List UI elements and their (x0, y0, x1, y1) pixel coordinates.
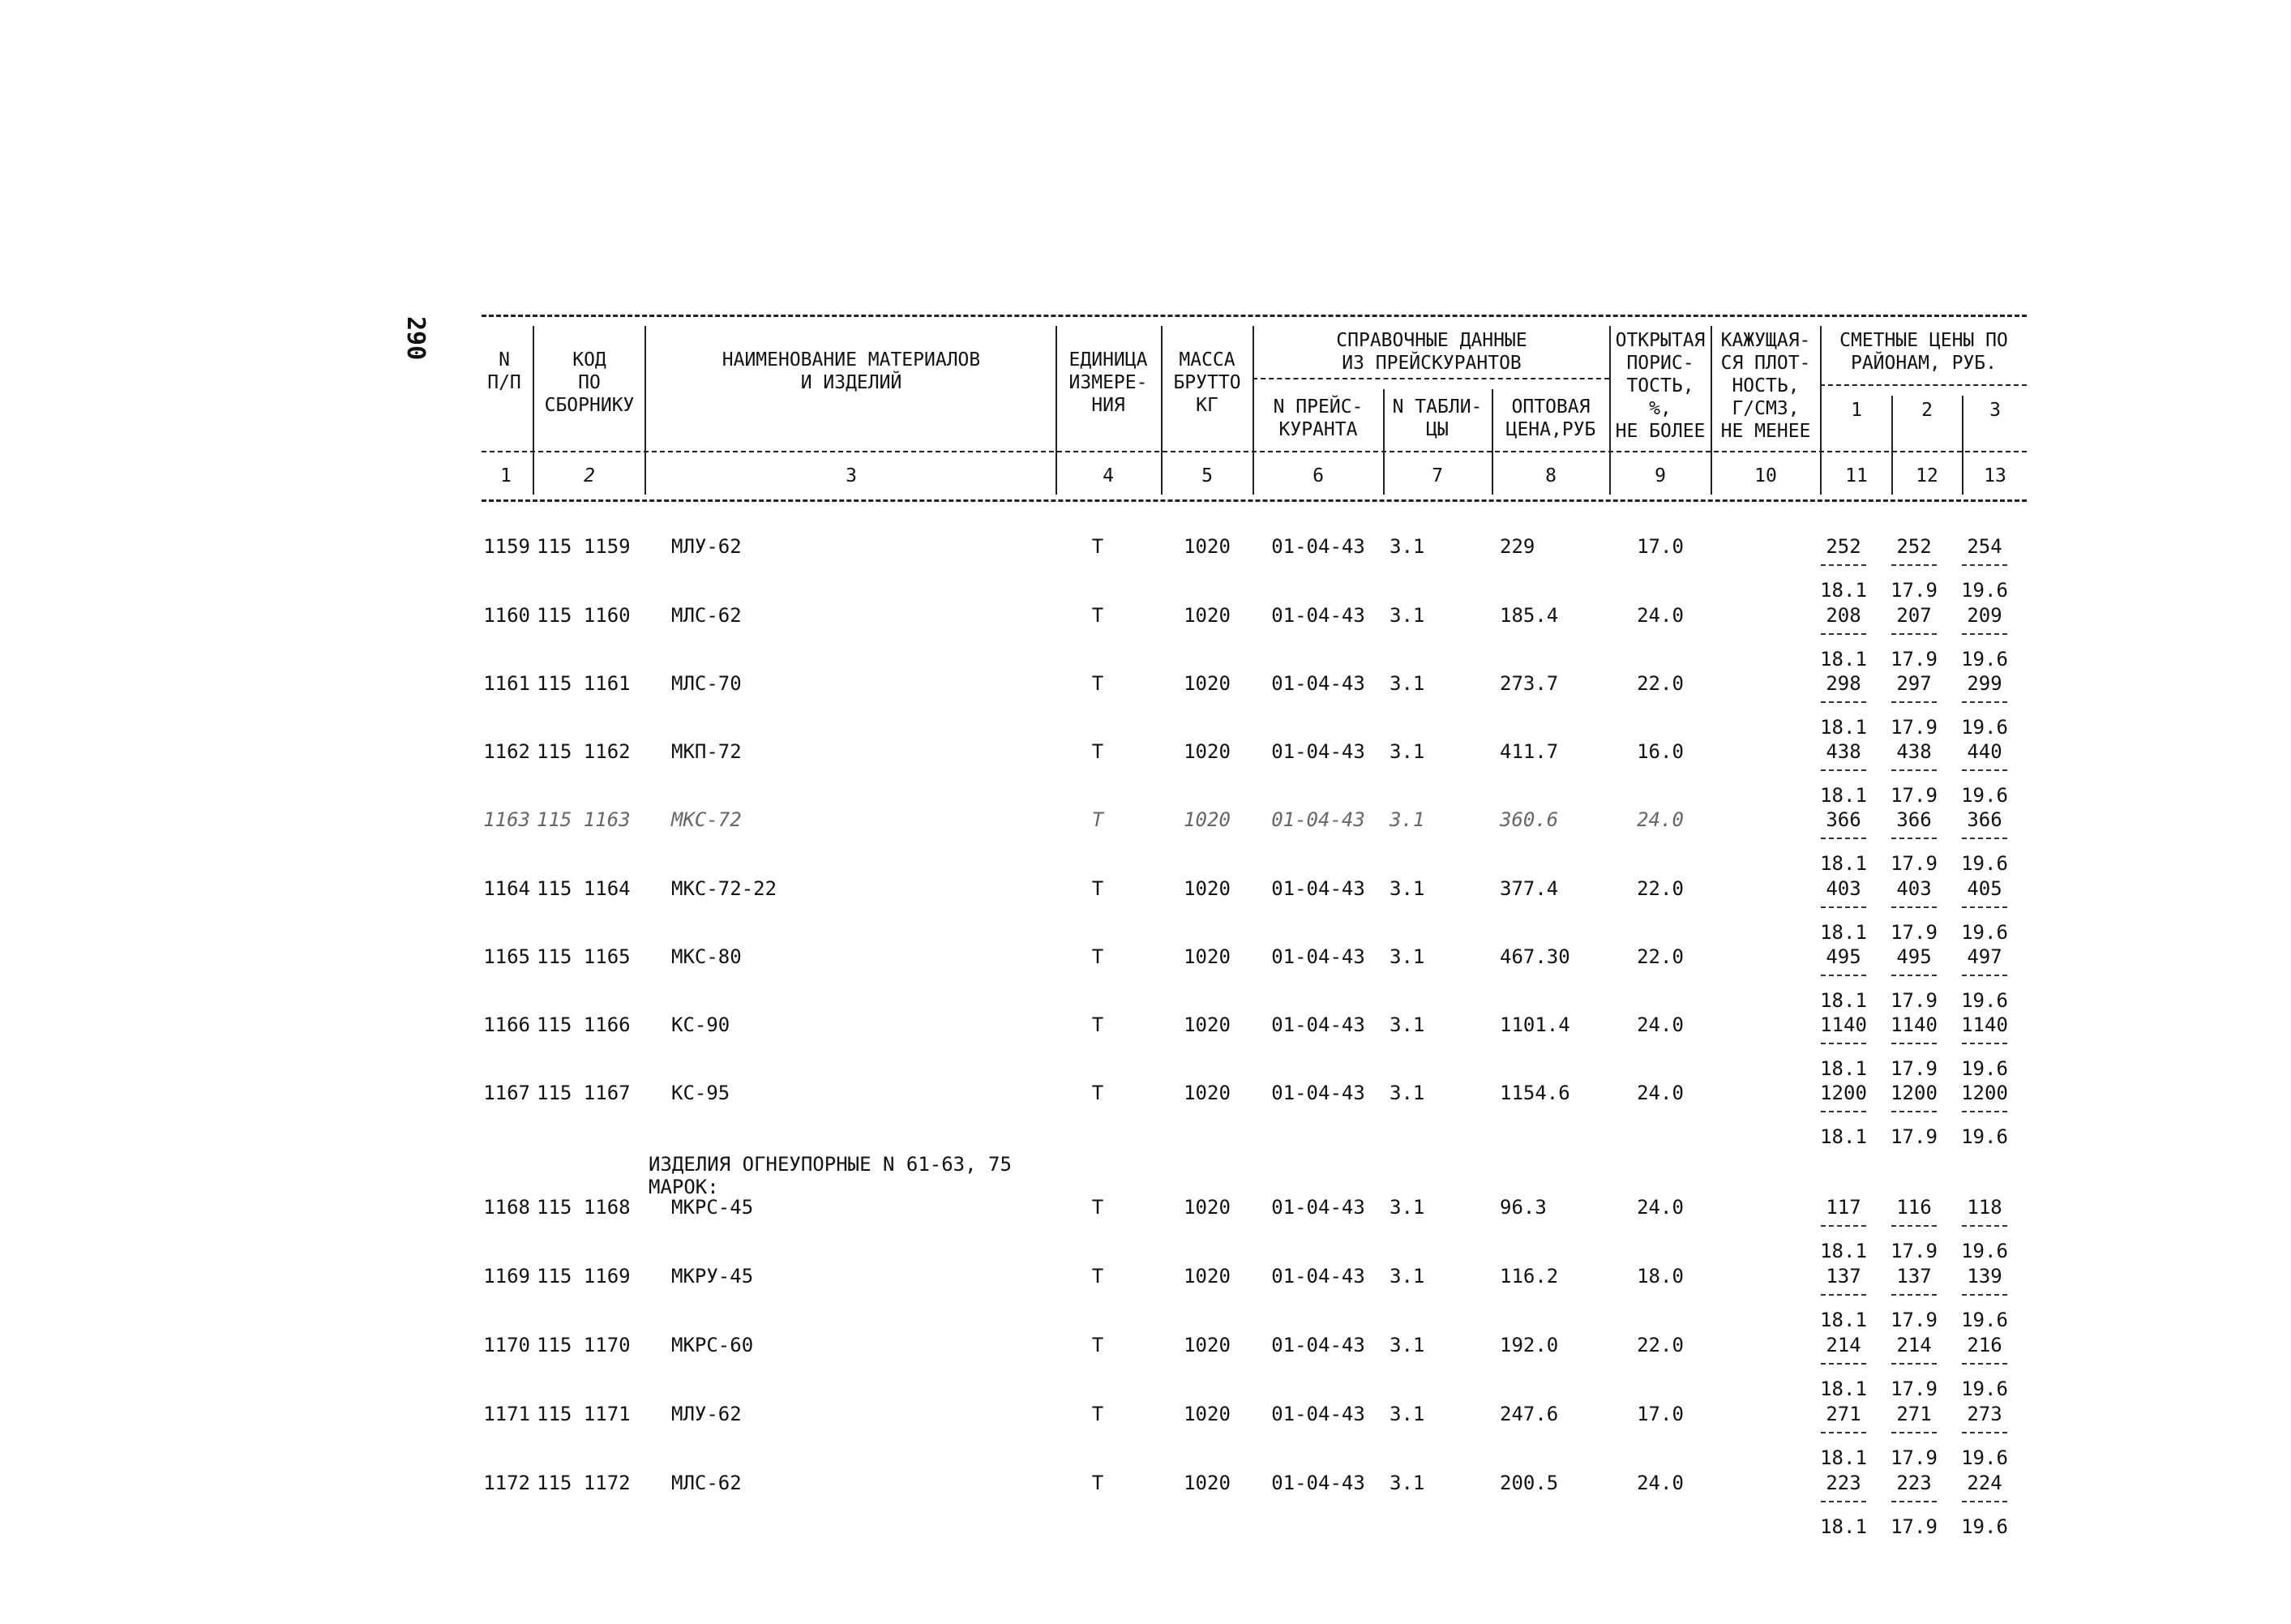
row-estimate-price-region-3: 139 (1967, 1265, 2002, 1288)
fraction-line (1891, 564, 1937, 566)
row-number: 1172 (483, 1472, 530, 1494)
column-number: 4 (1103, 465, 1114, 486)
row-estimate-price-region-1: 271 (1826, 1403, 1861, 1425)
row-pricelist: 01-04-43 (1271, 535, 1365, 558)
row-porosity: 16.0 (1637, 740, 1684, 763)
col-header-table: N ТАБЛИ- ЦЫ (1392, 396, 1483, 440)
col-header-region-1: 1 (1851, 400, 1862, 421)
row-coefficient-region-1: 18.1 (1820, 852, 1867, 875)
row-number: 1164 (483, 877, 530, 900)
fraction-line (1821, 1043, 1866, 1044)
row-coefficient-region-1: 18.1 (1820, 716, 1867, 739)
row-table-number: 3.1 (1390, 1265, 1425, 1288)
row-coefficient-region-3: 19.6 (1961, 784, 2008, 807)
row-porosity: 24.0 (1637, 1196, 1684, 1219)
row-wholesale-price: 247.6 (1500, 1403, 1559, 1425)
row-estimate-price-region-2: 207 (1896, 604, 1932, 627)
fraction-line (1962, 1432, 2007, 1433)
row-table-number: 3.1 (1390, 1196, 1425, 1219)
row-coefficient-region-2: 17.9 (1891, 1240, 1938, 1262)
fraction-line (1821, 1363, 1866, 1365)
row-unit: Т (1091, 1013, 1104, 1036)
row-pricelist: 01-04-43 (1271, 877, 1365, 900)
fraction-line (1821, 838, 1866, 839)
row-estimate-price-region-2: 252 (1896, 535, 1932, 558)
row-code: 115 1162 (537, 740, 631, 763)
row-mass: 1020 (1184, 1082, 1231, 1104)
row-unit: Т (1091, 1334, 1104, 1356)
header-separator (644, 326, 646, 495)
fraction-line (1821, 1501, 1866, 1502)
row-table-number: 3.1 (1390, 1472, 1425, 1494)
row-coefficient-region-1: 18.1 (1820, 648, 1867, 671)
row-table-number: 3.1 (1390, 945, 1425, 968)
row-table-number: 3.1 (1390, 1082, 1425, 1104)
fraction-line (1821, 906, 1866, 908)
row-porosity: 24.0 (1637, 808, 1684, 831)
row-coefficient-region-2: 17.9 (1891, 1057, 1938, 1080)
header-top-rule (482, 315, 2027, 317)
row-wholesale-price: 185.4 (1500, 604, 1559, 627)
fraction-line (1821, 564, 1866, 566)
col-header-region-3: 3 (1989, 400, 2001, 421)
fraction-line (1891, 633, 1937, 635)
row-number: 1170 (483, 1334, 530, 1356)
row-estimate-price-region-2: 438 (1896, 740, 1932, 763)
row-name: МЛС-70 (671, 672, 742, 695)
row-coefficient-region-3: 19.6 (1961, 648, 2008, 671)
row-mass: 1020 (1184, 672, 1231, 695)
fraction-line (1962, 1294, 2007, 1296)
row-coefficient-region-2: 17.9 (1891, 1446, 1938, 1469)
row-code: 115 1167 (537, 1082, 631, 1104)
column-number: 2 (584, 465, 595, 486)
row-mass: 1020 (1184, 535, 1231, 558)
row-mass: 1020 (1184, 1196, 1231, 1219)
fraction-line (1962, 1111, 2007, 1112)
row-estimate-price-region-2: 495 (1896, 945, 1932, 968)
row-table-number: 3.1 (1390, 672, 1425, 695)
row-estimate-price-region-1: 223 (1826, 1472, 1861, 1494)
row-estimate-price-region-3: 497 (1967, 945, 2002, 968)
row-estimate-price-region-1: 1200 (1820, 1082, 1867, 1104)
row-estimate-price-region-1: 137 (1826, 1265, 1861, 1288)
row-wholesale-price: 1101.4 (1500, 1013, 1570, 1036)
fraction-line (1891, 1432, 1937, 1433)
row-unit: Т (1091, 877, 1104, 900)
row-coefficient-region-2: 17.9 (1891, 989, 1938, 1012)
row-code: 115 1164 (537, 877, 631, 900)
row-coefficient-region-1: 18.1 (1820, 1378, 1867, 1400)
fraction-line (1821, 769, 1866, 771)
row-estimate-price-region-1: 495 (1826, 945, 1861, 968)
ref-group-rule (1253, 378, 1609, 379)
row-estimate-price-region-1: 252 (1826, 535, 1861, 558)
row-name: МКС-72 (671, 808, 742, 831)
row-estimate-price-region-3: 216 (1967, 1334, 2002, 1356)
row-coefficient-region-1: 18.1 (1820, 989, 1867, 1012)
row-unit: Т (1091, 1472, 1104, 1494)
row-estimate-price-region-2: 1200 (1891, 1082, 1938, 1104)
row-pricelist: 01-04-43 (1271, 1334, 1365, 1356)
column-number: 10 (1754, 465, 1777, 486)
fraction-line (1962, 1363, 2007, 1365)
row-coefficient-region-3: 19.6 (1961, 921, 2008, 944)
row-mass: 1020 (1184, 740, 1231, 763)
row-mass: 1020 (1184, 945, 1231, 968)
row-name: МКРС-45 (671, 1196, 754, 1219)
row-name: МЛС-62 (671, 604, 742, 627)
row-coefficient-region-1: 18.1 (1820, 1446, 1867, 1469)
row-table-number: 3.1 (1390, 1013, 1425, 1036)
row-mass: 1020 (1184, 1403, 1231, 1425)
row-estimate-price-region-1: 117 (1826, 1196, 1861, 1219)
row-number: 1162 (483, 740, 530, 763)
fraction-line (1962, 975, 2007, 976)
row-coefficient-region-3: 19.6 (1961, 852, 2008, 875)
row-estimate-price-region-3: 299 (1967, 672, 2002, 695)
row-unit: Т (1091, 672, 1104, 695)
row-coefficient-region-2: 17.9 (1891, 1125, 1938, 1148)
row-pricelist: 01-04-43 (1271, 945, 1365, 968)
fraction-line (1891, 1294, 1937, 1296)
row-estimate-price-region-3: 440 (1967, 740, 2002, 763)
row-code: 115 1163 (537, 808, 631, 831)
row-mass: 1020 (1184, 604, 1231, 627)
fraction-line (1962, 838, 2007, 839)
row-estimate-price-region-3: 1200 (1961, 1082, 2008, 1104)
row-unit: Т (1091, 1082, 1104, 1104)
row-estimate-price-region-3: 366 (1967, 808, 2002, 831)
price-group-header: СМЕТНЫЕ ЦЕНЫ ПО РАЙОНАМ, РУБ. (1839, 330, 2008, 374)
col-header-pricelist: N ПРЕЙС- КУРАНТА (1273, 396, 1364, 440)
row-table-number: 3.1 (1390, 877, 1425, 900)
row-estimate-price-region-3: 405 (1967, 877, 2002, 900)
row-name: КС-90 (671, 1013, 730, 1036)
row-number: 1159 (483, 535, 530, 558)
header-bottom-rule (482, 499, 2027, 502)
fraction-line (1962, 701, 2007, 703)
row-estimate-price-region-2: 1140 (1891, 1013, 1938, 1036)
column-number: 9 (1655, 465, 1666, 486)
row-mass: 1020 (1184, 1472, 1231, 1494)
row-mass: 1020 (1184, 1013, 1231, 1036)
row-name: МЛУ-62 (671, 535, 742, 558)
row-code: 115 1168 (537, 1196, 631, 1219)
row-unit: Т (1091, 1196, 1104, 1219)
row-coefficient-region-1: 18.1 (1820, 579, 1867, 602)
row-wholesale-price: 360.6 (1500, 808, 1559, 831)
row-name: МКРУ-45 (671, 1265, 754, 1288)
row-estimate-price-region-2: 271 (1896, 1403, 1932, 1425)
fraction-line (1891, 1043, 1937, 1044)
header-mid-rule (482, 451, 2027, 452)
row-coefficient-region-1: 18.1 (1820, 1057, 1867, 1080)
row-estimate-price-region-3: 273 (1967, 1403, 2002, 1425)
fraction-line (1891, 769, 1937, 771)
row-name: МКП-72 (671, 740, 742, 763)
row-estimate-price-region-2: 223 (1896, 1472, 1932, 1494)
col-header-mass: МАССА БРУТТО КГ (1173, 349, 1241, 416)
fraction-line (1821, 701, 1866, 703)
row-mass: 1020 (1184, 1334, 1231, 1356)
row-coefficient-region-3: 19.6 (1961, 579, 2008, 602)
row-wholesale-price: 467.30 (1500, 945, 1570, 968)
row-code: 115 1171 (537, 1403, 631, 1425)
row-unit: Т (1091, 604, 1104, 627)
row-table-number: 3.1 (1390, 1334, 1425, 1356)
header-separator (1253, 326, 1254, 495)
row-number: 1163 (483, 808, 530, 831)
row-porosity: 22.0 (1637, 672, 1684, 695)
row-coefficient-region-2: 17.9 (1891, 852, 1938, 875)
row-coefficient-region-2: 17.9 (1891, 579, 1938, 602)
fraction-line (1962, 564, 2007, 566)
row-number: 1167 (483, 1082, 530, 1104)
column-number: 6 (1313, 465, 1324, 486)
col-header-unit: ЕДИНИЦА ИЗМЕРЕ- НИЯ (1068, 349, 1148, 416)
row-estimate-price-region-2: 403 (1896, 877, 1932, 900)
row-wholesale-price: 96.3 (1500, 1196, 1547, 1219)
fraction-line (1962, 1225, 2007, 1227)
row-coefficient-region-1: 18.1 (1820, 784, 1867, 807)
row-mass: 1020 (1184, 808, 1231, 831)
row-name: МКС-80 (671, 945, 742, 968)
page-number: 290 (401, 316, 430, 361)
column-number: 3 (846, 465, 857, 486)
row-number: 1160 (483, 604, 530, 627)
column-number: 7 (1432, 465, 1443, 486)
fraction-line (1821, 1225, 1866, 1227)
row-coefficient-region-3: 19.6 (1961, 1057, 2008, 1080)
row-estimate-price-region-2: 214 (1896, 1334, 1932, 1356)
col-header-porosity: ОТКРЫТАЯ ПОРИС- ТОСТЬ, %, НЕ БОЛЕЕ (1615, 330, 1706, 442)
row-porosity: 22.0 (1637, 877, 1684, 900)
row-porosity: 18.0 (1637, 1265, 1684, 1288)
row-name: МКС-72-22 (671, 877, 777, 900)
row-table-number: 3.1 (1390, 740, 1425, 763)
row-porosity: 22.0 (1637, 1334, 1684, 1356)
row-coefficient-region-3: 19.6 (1961, 716, 2008, 739)
row-coefficient-region-3: 19.6 (1961, 989, 2008, 1012)
row-estimate-price-region-1: 298 (1826, 672, 1861, 695)
row-wholesale-price: 116.2 (1500, 1265, 1559, 1288)
row-estimate-price-region-3: 1140 (1961, 1013, 2008, 1036)
fraction-line (1962, 633, 2007, 635)
row-wholesale-price: 411.7 (1500, 740, 1559, 763)
row-coefficient-region-1: 18.1 (1820, 1309, 1867, 1331)
col-header-region-2: 2 (1921, 400, 1933, 421)
row-wholesale-price: 229 (1500, 535, 1535, 558)
row-number: 1165 (483, 945, 530, 968)
row-unit: Т (1091, 1403, 1104, 1425)
row-code: 115 1166 (537, 1013, 631, 1036)
row-estimate-price-region-1: 366 (1826, 808, 1861, 831)
fraction-line (1821, 1111, 1866, 1112)
fraction-line (1891, 1225, 1937, 1227)
row-coefficient-region-3: 19.6 (1961, 1240, 2008, 1262)
row-wholesale-price: 200.5 (1500, 1472, 1559, 1494)
row-coefficient-region-3: 19.6 (1961, 1309, 2008, 1331)
fraction-line (1891, 975, 1937, 976)
row-code: 115 1159 (537, 535, 631, 558)
fraction-line (1962, 906, 2007, 908)
row-mass: 1020 (1184, 877, 1231, 900)
row-pricelist: 01-04-43 (1271, 672, 1365, 695)
fraction-line (1962, 1043, 2007, 1044)
column-number: 13 (1984, 465, 2006, 486)
row-coefficient-region-1: 18.1 (1820, 1515, 1867, 1538)
row-estimate-price-region-3: 118 (1967, 1196, 2002, 1219)
row-estimate-price-region-3: 224 (1967, 1472, 2002, 1494)
row-porosity: 24.0 (1637, 1472, 1684, 1494)
row-estimate-price-region-1: 438 (1826, 740, 1861, 763)
row-table-number: 3.1 (1390, 1403, 1425, 1425)
row-pricelist: 01-04-43 (1271, 740, 1365, 763)
row-name: МЛУ-62 (671, 1403, 742, 1425)
row-wholesale-price: 273.7 (1500, 672, 1559, 695)
row-code: 115 1169 (537, 1265, 631, 1288)
row-number: 1166 (483, 1013, 530, 1036)
fraction-line (1821, 633, 1866, 635)
col-header-density: КАЖУЩАЯ- СЯ ПЛОТ- НОСТЬ, Г/СМ3, НЕ МЕНЕЕ (1720, 330, 1811, 442)
row-code: 115 1170 (537, 1334, 631, 1356)
column-number: 1 (500, 465, 512, 486)
row-pricelist: 01-04-43 (1271, 1196, 1365, 1219)
row-unit: Т (1091, 945, 1104, 968)
row-unit: Т (1091, 740, 1104, 763)
row-number: 1169 (483, 1265, 530, 1288)
fraction-line (1891, 838, 1937, 839)
row-estimate-price-region-3: 254 (1967, 535, 2002, 558)
row-coefficient-region-2: 17.9 (1891, 1515, 1938, 1538)
row-coefficient-region-3: 19.6 (1961, 1378, 2008, 1400)
row-name: КС-95 (671, 1082, 730, 1104)
fraction-line (1891, 1363, 1937, 1365)
row-pricelist: 01-04-43 (1271, 604, 1365, 627)
row-coefficient-region-2: 17.9 (1891, 648, 1938, 671)
row-porosity: 17.0 (1637, 535, 1684, 558)
row-code: 115 1161 (537, 672, 631, 695)
column-number: 8 (1545, 465, 1557, 486)
row-coefficient-region-2: 17.9 (1891, 1378, 1938, 1400)
row-porosity: 22.0 (1637, 945, 1684, 968)
row-wholesale-price: 377.4 (1500, 877, 1559, 900)
fraction-line (1821, 975, 1866, 976)
fraction-line (1891, 1111, 1937, 1112)
row-coefficient-region-2: 17.9 (1891, 716, 1938, 739)
row-porosity: 24.0 (1637, 1082, 1684, 1104)
row-estimate-price-region-1: 208 (1826, 604, 1861, 627)
row-table-number: 3.1 (1390, 535, 1425, 558)
row-unit: Т (1091, 1265, 1104, 1288)
row-estimate-price-region-3: 209 (1967, 604, 2002, 627)
row-estimate-price-region-2: 137 (1896, 1265, 1932, 1288)
row-code: 115 1160 (537, 604, 631, 627)
row-mass: 1020 (1184, 1265, 1231, 1288)
fraction-line (1962, 769, 2007, 771)
row-porosity: 24.0 (1637, 1013, 1684, 1036)
row-coefficient-region-3: 19.6 (1961, 1125, 2008, 1148)
row-coefficient-region-1: 18.1 (1820, 921, 1867, 944)
row-estimate-price-region-1: 403 (1826, 877, 1861, 900)
row-wholesale-price: 1154.6 (1500, 1082, 1570, 1104)
row-name: МЛС-62 (671, 1472, 742, 1494)
row-unit: Т (1091, 808, 1104, 831)
row-pricelist: 01-04-43 (1271, 1265, 1365, 1288)
row-number: 1168 (483, 1196, 530, 1219)
column-number: 5 (1201, 465, 1213, 486)
row-coefficient-region-1: 18.1 (1820, 1125, 1867, 1148)
price-group-rule (1820, 384, 2027, 386)
row-wholesale-price: 192.0 (1500, 1334, 1559, 1356)
fraction-line (1962, 1501, 2007, 1502)
row-estimate-price-region-2: 366 (1896, 808, 1932, 831)
row-code: 115 1165 (537, 945, 631, 968)
column-number: 12 (1916, 465, 1938, 486)
row-table-number: 3.1 (1390, 604, 1425, 627)
row-code: 115 1172 (537, 1472, 631, 1494)
row-coefficient-region-2: 17.9 (1891, 921, 1938, 944)
row-coefficient-region-3: 19.6 (1961, 1515, 2008, 1538)
header-separator (533, 326, 534, 495)
fraction-line (1891, 906, 1937, 908)
row-coefficient-region-1: 18.1 (1820, 1240, 1867, 1262)
row-name: МКРС-60 (671, 1334, 754, 1356)
column-number: 11 (1845, 465, 1868, 486)
row-estimate-price-region-1: 1140 (1820, 1013, 1867, 1036)
fraction-line (1821, 1432, 1866, 1433)
row-pricelist: 01-04-43 (1271, 1013, 1365, 1036)
row-number: 1161 (483, 672, 530, 695)
row-pricelist: 01-04-43 (1271, 1403, 1365, 1425)
row-porosity: 17.0 (1637, 1403, 1684, 1425)
row-estimate-price-region-2: 116 (1896, 1196, 1932, 1219)
col-header-wholesale: ОПТОВАЯ ЦЕНА,РУБ (1505, 396, 1596, 440)
row-estimate-price-region-2: 297 (1896, 672, 1932, 695)
ref-group-header: СПРАВОЧНЫЕ ДАННЫЕ ИЗ ПРЕЙСКУРАНТОВ (1336, 330, 1527, 374)
fraction-line (1891, 1501, 1937, 1502)
row-porosity: 24.0 (1637, 604, 1684, 627)
row-estimate-price-region-1: 214 (1826, 1334, 1861, 1356)
fraction-line (1821, 1294, 1866, 1296)
row-pricelist: 01-04-43 (1271, 808, 1365, 831)
header-separator (1820, 326, 1822, 495)
row-pricelist: 01-04-43 (1271, 1082, 1365, 1104)
row-coefficient-region-2: 17.9 (1891, 784, 1938, 807)
col-header-number: N П/П (487, 349, 521, 393)
col-header-name: НАИМЕНОВАНИЕ МАТЕРИАЛОВ И ИЗДЕЛИЙ (722, 349, 981, 393)
row-coefficient-region-2: 17.9 (1891, 1309, 1938, 1331)
row-coefficient-region-3: 19.6 (1961, 1446, 2008, 1469)
row-pricelist: 01-04-43 (1271, 1472, 1365, 1494)
row-unit: Т (1091, 535, 1104, 558)
row-number: 1171 (483, 1403, 530, 1425)
fraction-line (1891, 701, 1937, 703)
row-table-number: 3.1 (1390, 808, 1425, 831)
section-title: ИЗДЕЛИЯ ОГНЕУПОРНЫЕ N 61-63, 75 МАРОК: (649, 1153, 1012, 1198)
col-header-code: КОД ПО СБОРНИКУ (544, 349, 635, 416)
